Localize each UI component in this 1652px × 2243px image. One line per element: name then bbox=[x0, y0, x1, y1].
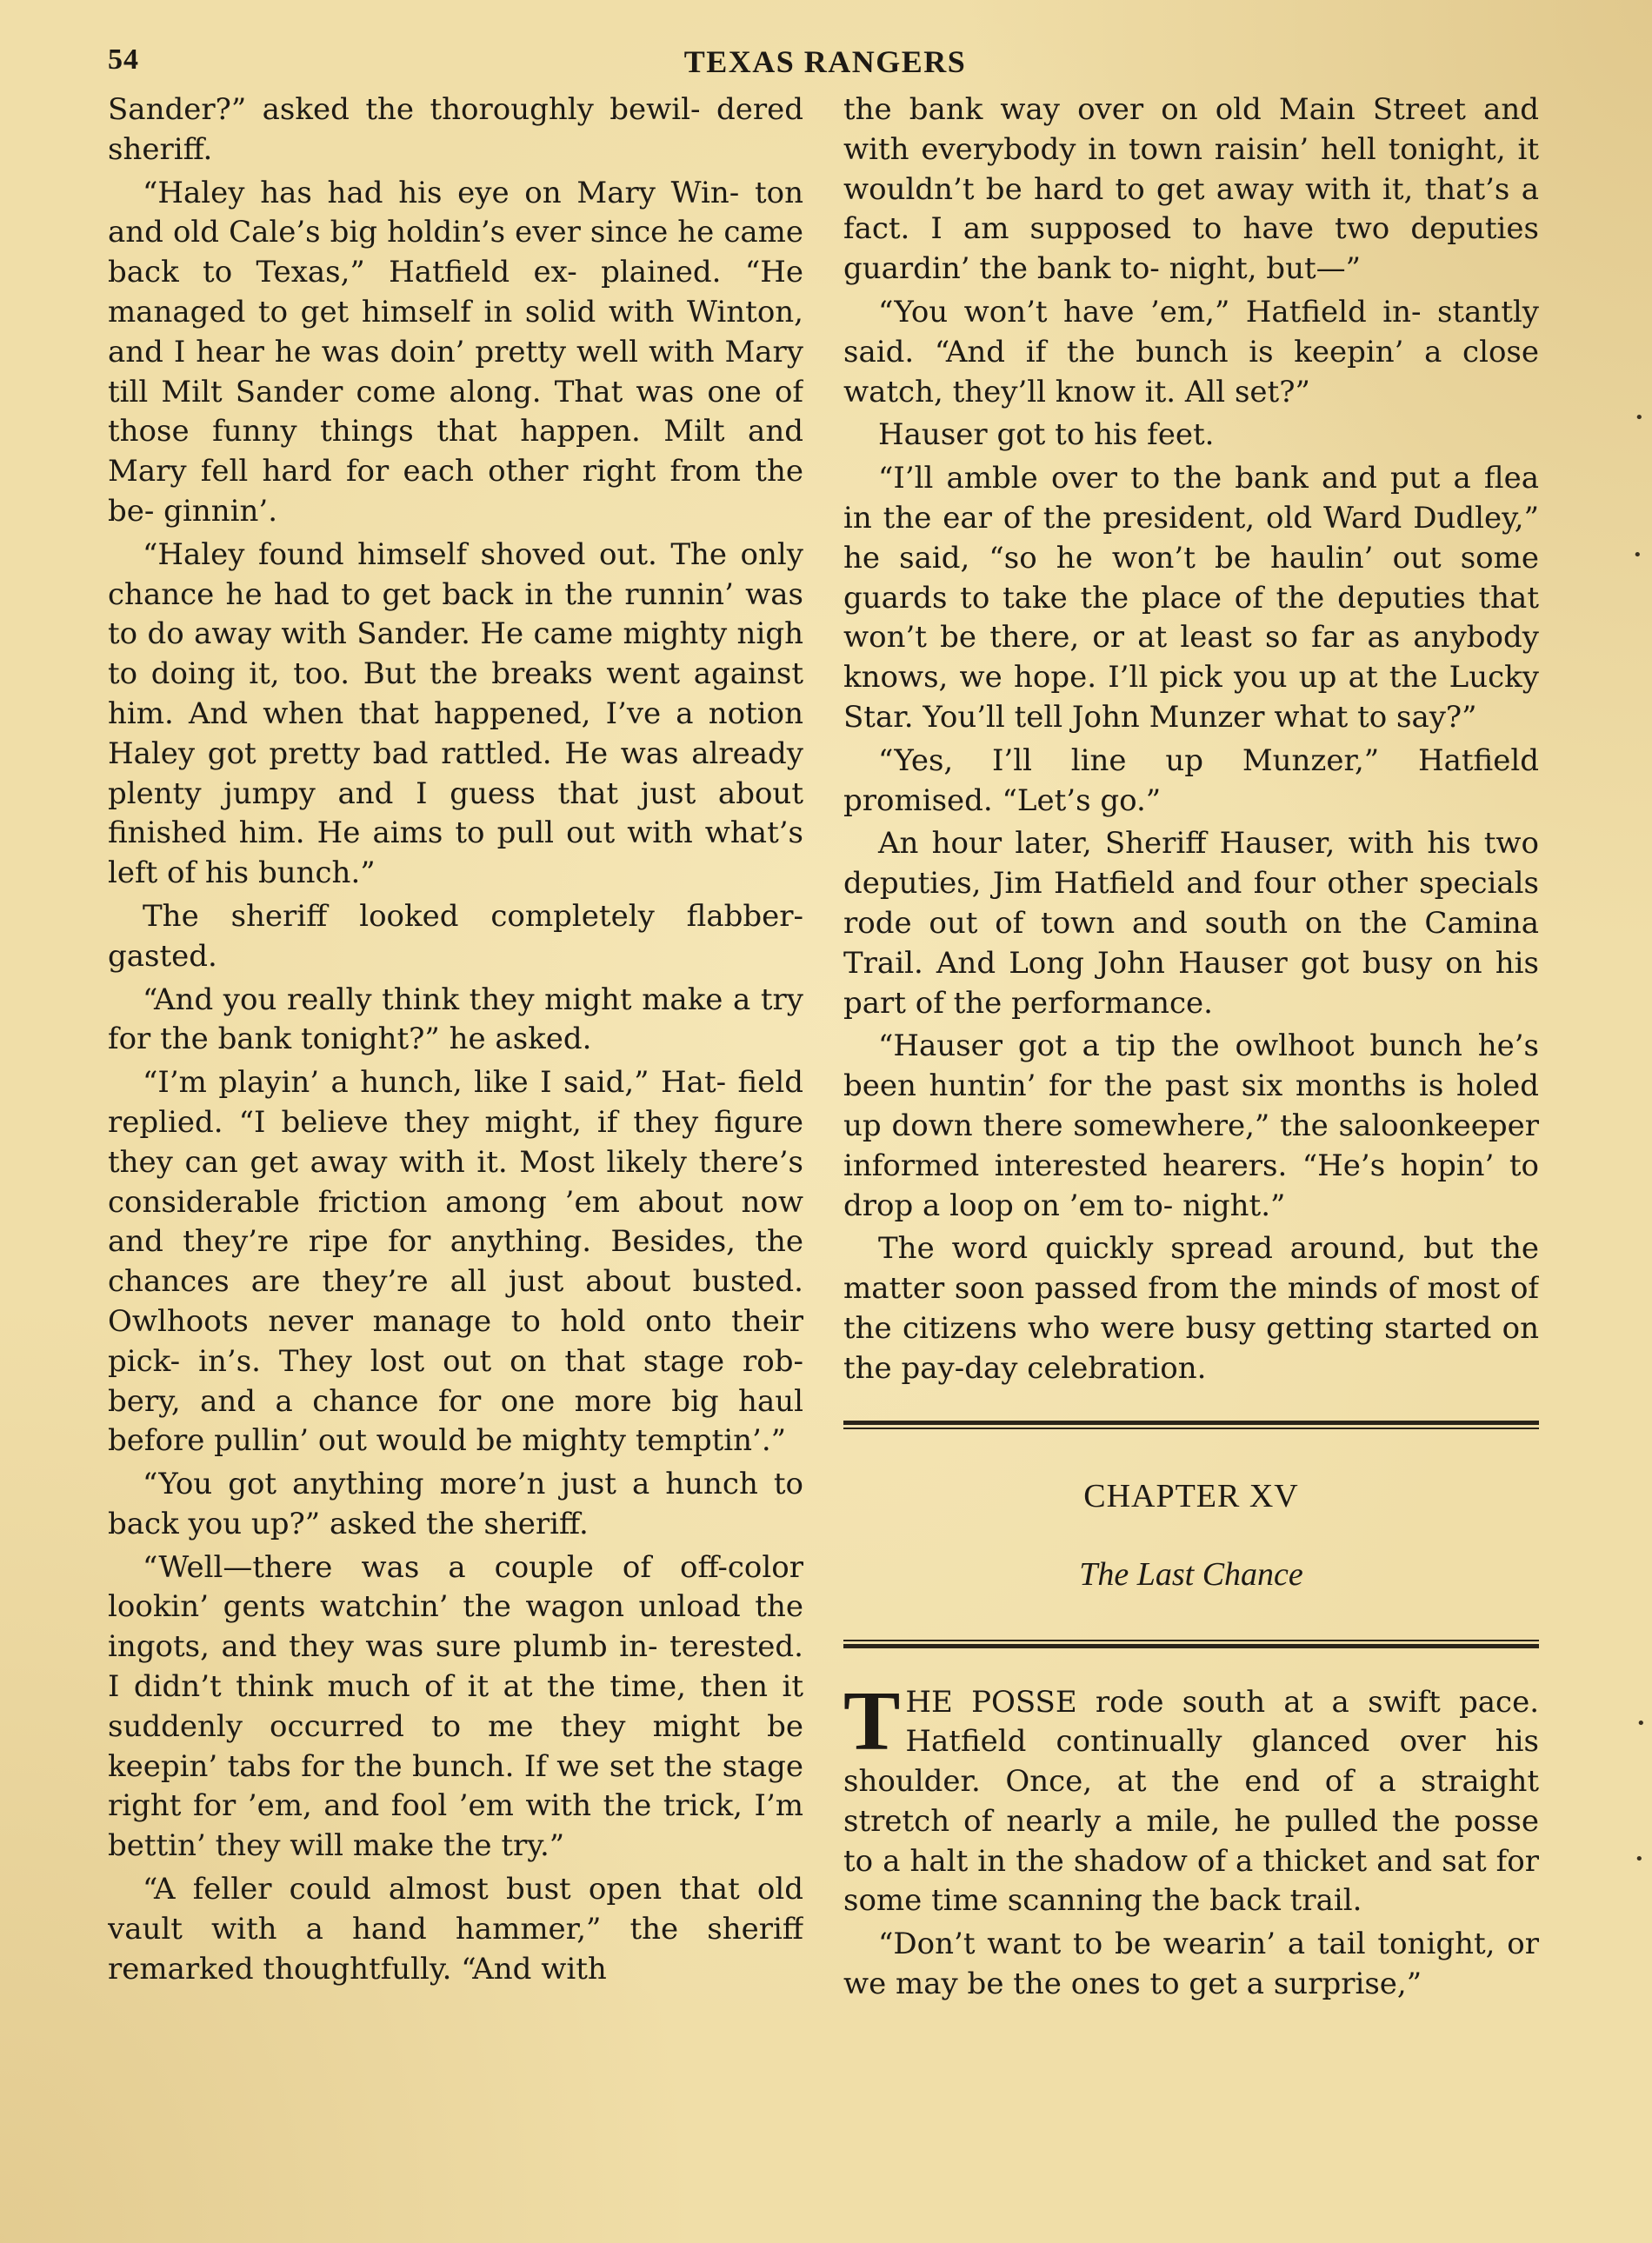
paragraph: “Well—there was a couple of off-color lookin’ gents watchin’ the wagon unload the ingots, and they was sure plumb in- terested. I didn’t think much of it at the time, then it suddenly occurred to me they might be keepin’ tabs for the bunch. If we set the stage right for ’em, and fool ’em with the trick, I’m bettin’ they will make the try.” bbox=[108, 1549, 803, 1864]
paragraph: “And you really think they might make a try for the bank tonight?” he asked. bbox=[108, 982, 803, 1057]
paragraph: “Haley found himself shoved out. The only chance he had to get back in the runnin’ was to do away with Sander. He came mighty nigh to doing it, too. But the breaks went against him. And when that happened, I’ve a notion Haley got pretty bad rattled. He was already plenty jumpy and I guess that just about finished him. He aims to pull out with what’s left of his bunch.” bbox=[108, 536, 803, 891]
left-column bbox=[108, 90, 803, 2212]
page-number: 54 bbox=[108, 43, 139, 76]
chapter-opening-paragraph bbox=[843, 1674, 1539, 1922]
paragraph: The word quickly spread around, but the matter soon passed from the minds of most of the citizens who were busy getting started on the pay-day celebration. bbox=[843, 1231, 1539, 1386]
paragraph: the bank way over on old Main Street and with everybody in town raisin’ hell tonight, it wouldn’t be hard to get away with it, that’s a fact. I am supposed to have two deputies guardin’ the bank to- night, but—” bbox=[843, 92, 1539, 287]
chapter-rule-bottom bbox=[843, 1640, 1539, 1648]
paragraph: “Yes, I’ll line up Munzer,” Hatfield promised. “Let’s go.” bbox=[843, 742, 1539, 818]
chapter-subtitle: The Last Chance bbox=[1079, 1555, 1303, 1593]
right-column bbox=[843, 90, 1539, 2212]
paragraph: “Haley has had his eye on Mary Win- ton and old Cale’s big holdin’s ever since he came back to Texas,” Hatfield ex- plained. “He managed to get himself in solid with Winton, and I hear he was doin’ pretty well with Mary till Milt Sander come along. That was one of those funny things that happen. Milt and Mary fell hard for each other right from the be- ginnin’. bbox=[108, 175, 803, 529]
paragraph: “You got anything more’n just a hunch to back you up?” asked the sheriff. bbox=[108, 1467, 803, 1541]
print-speck: • bbox=[1636, 1714, 1646, 1733]
chapter-opening-text: HE POSSE rode south at a swift pace. Hatfield continually glanced over his shoulder. Once, at the end of a straight stretch of nearly a mile, he pulled the posse to a halt in the shadow of a thicket and sat for some time scanning the back trail. bbox=[843, 1684, 1539, 1919]
paragraph: An hour later, Sheriff Hauser, with his two deputies, Jim Hatfield and four other specials rode out of town and south on the Camina Trail. And Long John Hauser got busy on his part of the performance. bbox=[843, 826, 1539, 1021]
paragraph: The sheriff looked completely flabber- gasted. bbox=[108, 898, 803, 974]
paragraph: “Don’t want to be wearin’ a tail tonight, or we may be the ones to get a surprise,” bbox=[843, 1927, 1539, 2002]
rule-thin-line bbox=[843, 1428, 1539, 1429]
print-speck: • bbox=[1633, 546, 1642, 564]
paragraph: “I’m playin’ a hunch, like I said,” Hat- field replied. “I believe they might, if they figure they can get away with it. Most likely there’s considerable friction among ’em about now and they’re ripe for anything. Besides, the chances are they’re all just about busted. Owlhoots never manage to hold onto their pick- in’s. They lost out on that stage rob- bery, and a chance for one more big haul before pullin’ out would be mighty temptin’.” bbox=[108, 1065, 803, 1459]
paragraph: “You won’t have ’em,” Hatfield in- stantly said. “And if the bunch is keepin’ a close watch, they’ll know it. All set?” bbox=[843, 294, 1539, 409]
drop-cap: T bbox=[843, 1674, 901, 1768]
paragraph: Sander?” asked the thoroughly bewil- dered sheriff. bbox=[108, 92, 803, 167]
rule-thick-line bbox=[843, 1421, 1539, 1425]
print-speck: • bbox=[1635, 1850, 1644, 1868]
running-title: TEXAS RANGERS bbox=[683, 44, 967, 79]
paragraph: “I’ll amble over to the bank and put a flea in the ear of the president, old Ward Dudley,” he said, “so he won’t be haulin’ out some guards to take the place of the deputies that won’t be there, or at least so far as anybody knows, we hope. I’ll pick you up at the Lucky Star. You’ll tell John Munzer what to say?” bbox=[843, 461, 1539, 735]
rule-thick-line bbox=[843, 1644, 1539, 1648]
rule-thin-line bbox=[843, 1640, 1539, 1641]
chapter-rule-top bbox=[843, 1421, 1539, 1429]
chapter-title: CHAPTER XV bbox=[1083, 1477, 1299, 1514]
paragraph: Hauser got to his feet. bbox=[878, 417, 1215, 453]
paragraph: “A feller could almost bust open that old vault with a hand hammer,” the sheriff remarked thoughtfully. “And with bbox=[108, 1872, 803, 1987]
print-speck: • bbox=[1635, 409, 1644, 427]
paragraph: “Hauser got a tip the owlhoot bunch he’s been huntin’ for the past six months is holed up down there somewhere,” the saloonkeeper informed interested hearers. “He’s hopin’ to drop a loop on ’em to- night.” bbox=[843, 1028, 1539, 1223]
page-header bbox=[108, 43, 1542, 89]
